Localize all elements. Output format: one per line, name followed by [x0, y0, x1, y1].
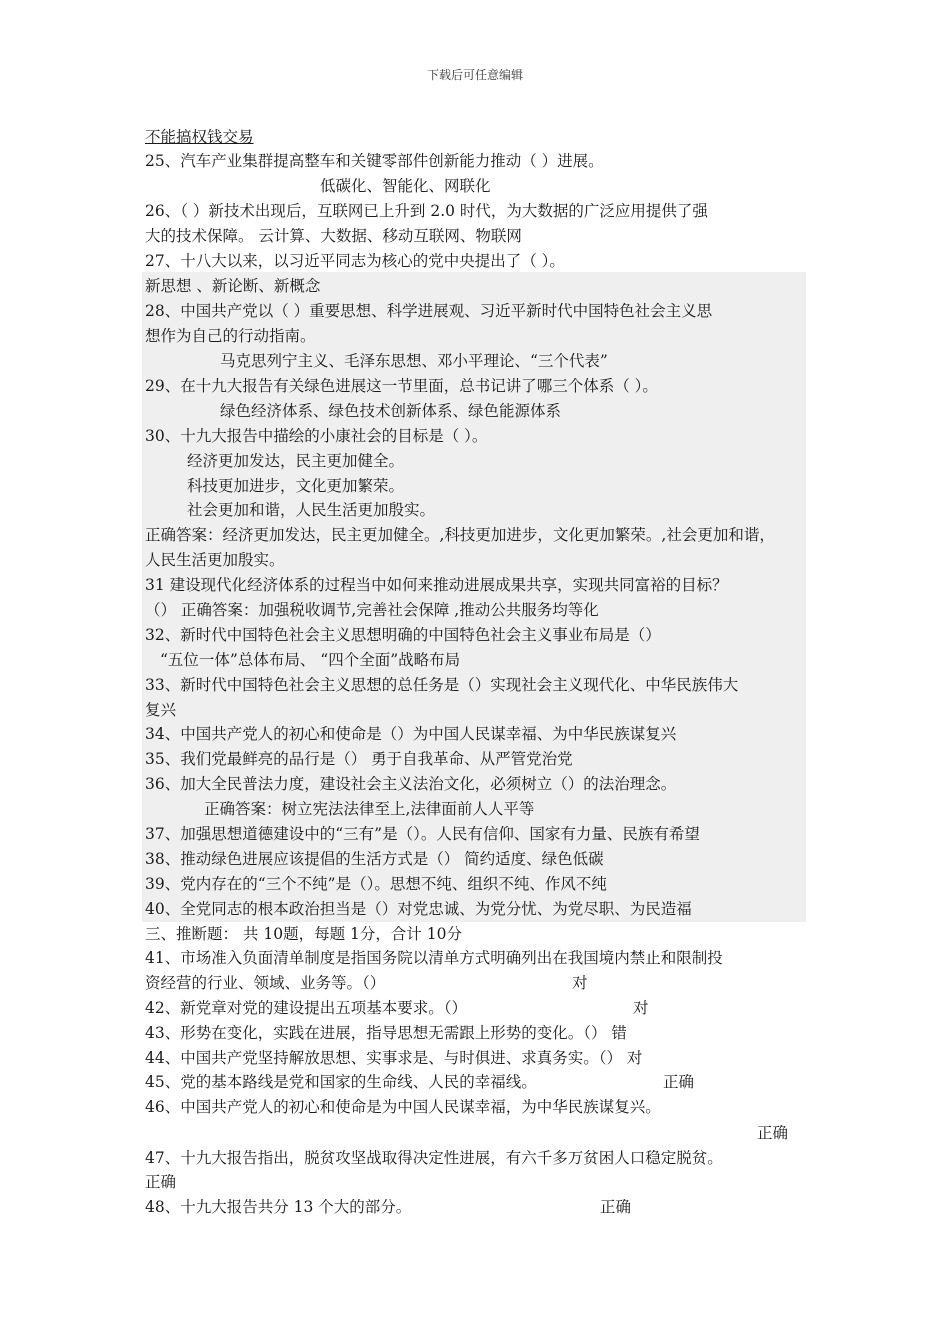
text-line: 复兴	[145, 701, 177, 719]
text-line: 大的技术保障。 云计算、大数据、移动互联网、物联网	[145, 227, 522, 245]
option: 社会更加和谐，人民生活更加殷实。	[187, 501, 436, 519]
question-35: 35、我们党最鲜亮的品行是（） 勇于自我革命、从严管党治党	[145, 750, 573, 768]
option: 科技更加进步，文化更加繁荣。	[187, 477, 405, 495]
question-26: 26、（ ）新技术出现后，互联网已上升到 2.0 时代，为大数据的广泛应用提供了强	[145, 202, 708, 220]
question-40: 40、全党同志的根本政治担当是（）对党忠诚、为党分忧、为党尽职、为民造福	[145, 900, 692, 918]
question-48: 48、十九大报告共分 13 个大的部分。	[145, 1198, 412, 1216]
question-47: 47、十九大报告指出，脱贫攻坚战取得决定性进展，有六千多万贫困人口稳定脱贫。	[145, 1149, 723, 1167]
question-45: 45、党的基本路线是党和国家的生命线、人民的幸福线。	[145, 1073, 537, 1091]
question-28: 28、中国共产党以（ ）重要思想、科学进展观、习近平新时代中国特色社会主义思	[145, 302, 713, 320]
page-header: 下载后可任意编辑	[426, 68, 523, 82]
question-36: 36、加大全民普法力度，建设社会主义法治文化，必须树立（）的法治理念。	[145, 775, 677, 793]
answer-48: 正确	[600, 1198, 632, 1216]
question-33: 33、新时代中国特色社会主义思想的总任务是（）实现社会主义现代化、中华民族伟大	[145, 676, 739, 694]
answer-47: 正确	[145, 1173, 177, 1191]
question-32: 32、新时代中国特色社会主义思想明确的中国特色社会主义事业布局是（）	[145, 626, 661, 644]
question-34: 34、中国共产党人的初心和使命是（）为中国人民谋幸福、为中华民族谋复兴	[145, 725, 677, 743]
question-27: 27、十八大以来，以习近平同志为核心的党中央提出了（ ）。	[145, 252, 565, 270]
answer-41: 对	[572, 974, 588, 992]
answer-46: 正确	[757, 1124, 789, 1142]
question-46: 46、中国共产党人的初心和使命是为中国人民谋幸福，为中华民族谋复兴。	[145, 1098, 661, 1116]
answer-32: “五位一体”总体布局、 “四个全面”战略布局	[160, 651, 461, 669]
question-42: 42、新党章对党的建设提出五项基本要求。（）	[145, 999, 467, 1017]
text-line: 不能搞权钱交易	[145, 128, 254, 146]
answer-42: 对	[633, 999, 649, 1017]
answer-25: 低碳化、智能化、网联化	[320, 177, 491, 195]
question-38: 38、推动绿色进展应该提倡的生活方式是（） 简约适度、绿色低碳	[145, 850, 604, 868]
question-29: 29、在十九大报告有关绿色进展这一节里面，总书记讲了哪三个体系（ ）。	[145, 377, 658, 395]
text-line: 资经营的行业、领域、业务等。（）	[145, 974, 386, 992]
answer-45: 正确	[663, 1073, 695, 1091]
question-39: 39、党内存在的“三个不纯”是（）。思想不纯、组织不纯、作风不纯	[145, 875, 607, 893]
answer-36: 正确答案：树立宪法法律至上,法律面前人人平等	[204, 800, 535, 818]
question-30: 30、十九大报告中描绘的小康社会的目标是（ ）。	[145, 427, 488, 445]
question-31: 31 建设现代化经济体系的过程当中如何来推动进展成果共享，实现共同富裕的目标？	[145, 576, 728, 594]
text-line: 想作为自己的行动指南。	[145, 327, 316, 345]
option: 经济更加发达，民主更加健全。	[187, 452, 405, 470]
answer-28: 马克思列宁主义、毛泽东思想、邓小平理论、“三个代表”	[220, 352, 608, 370]
question-25: 25、汽车产业集群提高整车和关键零部件创新能力推动（ ）进展。	[145, 152, 604, 170]
question-41: 41、市场准入负面清单制度是指国务院以清单方式明确列出在我国境内禁止和限制投	[145, 949, 723, 967]
question-43: 43、形势在变化，实践在进展，指导思想无需跟上形势的变化。（） 错	[145, 1024, 627, 1042]
answer-31: （） 正确答案：加强税收调节,完善社会保障 ,推动公共服务均等化	[145, 601, 599, 619]
question-37: 37、加强思想道德建设中的“三有”是（）。人民有信仰、国家有力量、民族有希望	[145, 825, 700, 843]
section-heading: 三、推断题： 共 10题，每题 1分，合计 10分	[145, 925, 463, 943]
answer-29: 绿色经济体系、绿色技术创新体系、绿色能源体系	[220, 402, 562, 420]
question-44: 44、中国共产党坚持解放思想、实事求是、与时俱进、求真务实。（） 对	[145, 1049, 643, 1067]
answer-27: 新思想 、新论断、新概念	[145, 277, 321, 295]
text-line: 人民生活更加殷实。	[145, 551, 285, 569]
answer-30: 正确答案：经济更加发达，民主更加健全。,科技更加进步，文化更加繁荣。,社会更加和谐，	[145, 526, 775, 544]
